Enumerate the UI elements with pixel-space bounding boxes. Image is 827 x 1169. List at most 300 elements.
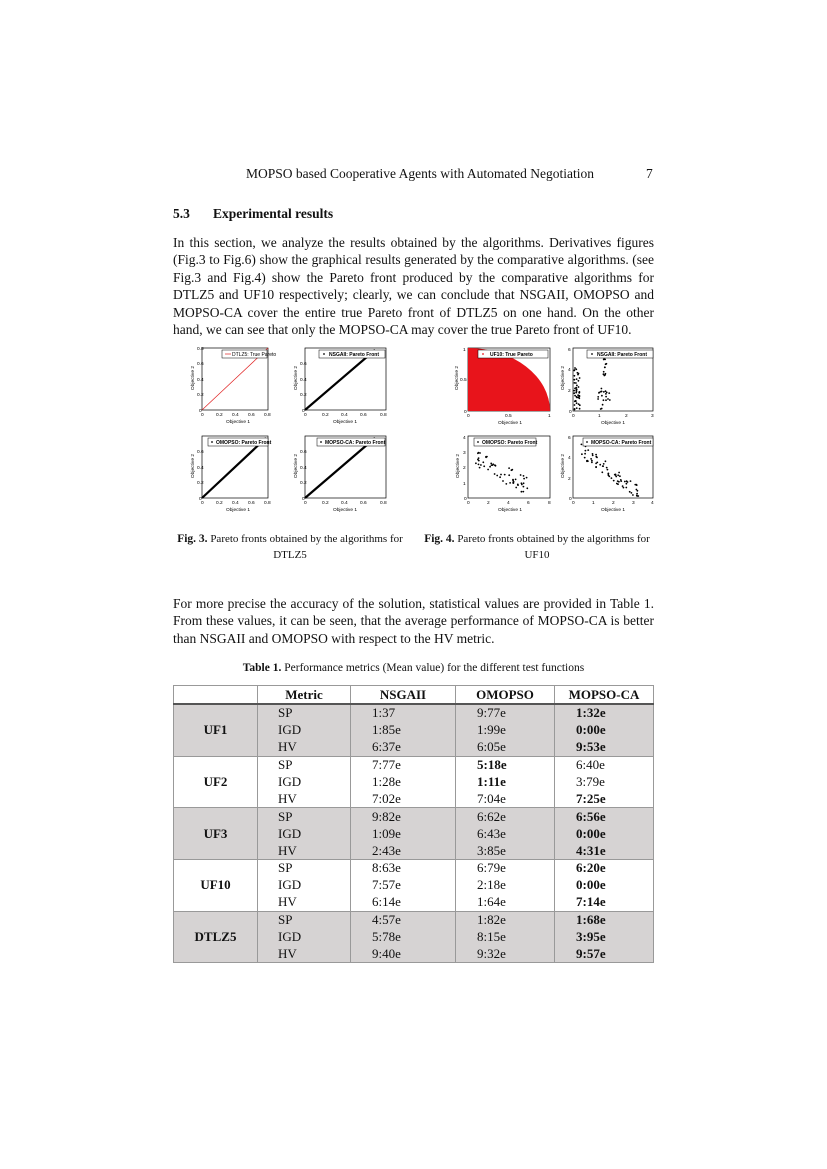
function-name: UF1 xyxy=(174,704,258,756)
metric-value: 0:00e xyxy=(555,877,654,894)
metric-value: 5:78e xyxy=(351,929,456,946)
ytick: 1 xyxy=(463,482,466,487)
metric-value: 9:32e xyxy=(456,945,555,962)
metric-value: 7:14e xyxy=(555,894,654,911)
scatter-point xyxy=(617,483,619,485)
x-axis-label: Objective 1 xyxy=(226,508,250,513)
scatter-point xyxy=(575,368,577,370)
ytick: 0 xyxy=(302,497,305,502)
y-axis-label: Objective 2 xyxy=(561,454,566,478)
scatter-point xyxy=(478,457,480,459)
xtick: 6 xyxy=(527,501,530,506)
scatter-point xyxy=(630,480,632,482)
scatter-point xyxy=(606,467,608,469)
figure-4-caption xyxy=(418,531,656,563)
scatter-point xyxy=(623,487,625,489)
metric-value: 1:32e xyxy=(555,704,654,722)
ytick: 0.6 xyxy=(197,362,204,367)
scatter-point xyxy=(602,465,604,467)
ytick: 0.2 xyxy=(197,393,204,398)
metric-value: 1:37 xyxy=(351,704,456,722)
xtick: 0.8 xyxy=(264,413,271,418)
header-metric: Metric xyxy=(258,686,351,705)
header-omopso: OMOPSO xyxy=(456,686,555,705)
metric-name: IGD xyxy=(258,929,351,946)
metric-value: 1:99e xyxy=(456,722,555,739)
xtick: 1 xyxy=(592,501,595,506)
scatter-point xyxy=(601,391,603,393)
metric-name: IGD xyxy=(258,722,351,739)
ytick: 1 xyxy=(463,348,466,353)
scatter-point xyxy=(523,478,525,480)
figure-3-label: Fig. 3. xyxy=(177,533,208,545)
scatter-point xyxy=(523,482,525,484)
scatter-point xyxy=(619,475,621,477)
metric-value: 6:40e xyxy=(555,756,654,773)
table-row xyxy=(174,911,654,928)
scatter-point xyxy=(605,393,607,395)
xtick: 0 xyxy=(467,414,470,419)
metric-name: IGD xyxy=(258,877,351,894)
metric-value: 7:57e xyxy=(351,877,456,894)
metric-value: 1:11e xyxy=(456,774,555,791)
metric-value: 8:63e xyxy=(351,860,456,877)
scatter-point xyxy=(499,476,501,478)
scatter-point xyxy=(478,452,480,454)
scatter-point xyxy=(620,479,622,481)
scatter-point xyxy=(618,481,620,483)
metric-value: 6:14e xyxy=(351,894,456,911)
fig3-panel-mopso-ca xyxy=(293,436,387,513)
xtick: 0.4 xyxy=(232,413,239,418)
scatter-point xyxy=(601,395,603,397)
scatter-point xyxy=(601,408,603,410)
scatter-point xyxy=(508,474,510,476)
xtick: 0.8 xyxy=(380,501,387,506)
xtick: 2 xyxy=(612,501,615,506)
scatter-point xyxy=(615,476,617,478)
ytick: 4 xyxy=(568,456,571,461)
xtick: 0 xyxy=(201,413,204,418)
scatter-point xyxy=(482,461,484,463)
metric-name: HV xyxy=(258,945,351,962)
scatter-point xyxy=(526,487,528,489)
scatter-point xyxy=(573,392,575,394)
scatter-point xyxy=(502,480,504,482)
scatter-point xyxy=(579,404,581,406)
metric-value: 6:37e xyxy=(351,739,456,756)
table-caption-text: Performance metrics (Mean value) for the different test functions xyxy=(284,662,585,674)
fig3-panel-dtlz5-true xyxy=(190,346,276,425)
section-heading xyxy=(173,206,333,222)
scatter-point xyxy=(587,449,589,451)
ytick: 2 xyxy=(568,389,571,394)
scatter-point xyxy=(574,395,576,397)
metric-value: 7:02e xyxy=(351,790,456,807)
scatter-point xyxy=(485,456,487,458)
legend-label: MOPSO-CA: Pareto Front xyxy=(325,440,386,446)
xtick: 2 xyxy=(625,414,628,419)
scatter-point xyxy=(618,472,620,474)
metric-name: IGD xyxy=(258,774,351,791)
scatter-point xyxy=(576,378,578,380)
scatter-point xyxy=(579,408,581,410)
scatter-point xyxy=(636,484,638,486)
xtick: 0 xyxy=(201,501,204,506)
ytick: 3 xyxy=(463,451,466,456)
scatter-point xyxy=(512,482,514,484)
fig4-panel-omopso xyxy=(455,435,551,513)
metric-value: 5:18e xyxy=(456,756,555,773)
metric-value: 6:20e xyxy=(555,860,654,877)
scatter-point xyxy=(520,474,522,476)
section-number: 5.3 xyxy=(173,206,190,221)
scatter-point xyxy=(573,390,575,392)
paragraph-1: In this section, we analyze the results obtained by the algorithms. Derivatives figures (Fig.3 to Fig.6) show the graphical results generated by the comparative algorithms. (see Fig.3 and Fig.4) show the Pareto front produced by the comparative algorithms for DTLZ5 and UF10 respectively; clearly, we can conclude that NSGAII, OMOPSO and MOPSO-CA cover the entire true Pareto front of DTLZ5 on one hand. On the other hand, we can see that only the MOPSO-CA may cover the true Pareto front of UF10. xyxy=(173,235,654,338)
scatter-point xyxy=(578,397,580,399)
function-name: UF10 xyxy=(174,860,258,912)
scatter-point xyxy=(511,469,513,471)
x-axis-label: Objective 1 xyxy=(333,420,357,425)
scatter-point xyxy=(478,460,480,462)
scatter-point xyxy=(584,453,586,455)
xtick: 0.2 xyxy=(322,413,329,418)
scatter-point xyxy=(603,399,605,401)
metric-name: HV xyxy=(258,842,351,859)
metric-value: 1:82e xyxy=(456,911,555,928)
metric-name: SP xyxy=(258,704,351,722)
metric-value: 7:25e xyxy=(555,790,654,807)
fig3-panel-omopso xyxy=(190,436,272,513)
scatter-point xyxy=(595,463,597,465)
metric-value: 1:68e xyxy=(555,911,654,928)
scatter-point xyxy=(603,391,605,393)
metric-name: SP xyxy=(258,808,351,825)
xtick: 0.6 xyxy=(248,413,255,418)
scatter-point xyxy=(603,373,605,375)
xtick: 2 xyxy=(487,501,490,506)
ytick: 4 xyxy=(463,436,466,441)
xtick: 1 xyxy=(598,414,601,419)
scatter-point xyxy=(595,466,597,468)
scatter-point xyxy=(521,491,523,493)
scatter-point xyxy=(575,400,577,402)
scatter-point xyxy=(573,379,575,381)
scatter-point xyxy=(475,462,477,464)
ytick: 0 xyxy=(199,409,202,414)
table-caption xyxy=(173,662,654,674)
ytick: 0.2 xyxy=(300,393,307,398)
xtick: 1 xyxy=(548,414,551,419)
metric-value: 9:53e xyxy=(555,739,654,756)
x-axis-label: Objective 1 xyxy=(601,508,625,513)
scatter-point xyxy=(605,373,607,375)
fig4-panel-nsgaii xyxy=(560,347,654,426)
xtick: 0 xyxy=(572,501,575,506)
scatter-point xyxy=(591,462,593,464)
scatter-point xyxy=(604,359,606,361)
scatter-point xyxy=(575,392,577,394)
scatter-point xyxy=(490,463,492,465)
ytick: 0 xyxy=(464,410,467,415)
xtick: 8 xyxy=(548,501,551,506)
y-axis-label: Objective 2 xyxy=(191,454,196,478)
metric-value: 7:04e xyxy=(456,790,555,807)
scatter-point xyxy=(601,471,603,473)
page-number: 7 xyxy=(646,166,653,181)
scatter-point xyxy=(576,407,578,409)
scatter-point xyxy=(601,388,603,390)
figure-4-text: Pareto fronts obtained by the algorithms for UF10 xyxy=(457,533,650,561)
scatter-point xyxy=(523,475,525,477)
metric-value: 2:43e xyxy=(351,842,456,859)
scatter-point xyxy=(590,458,592,460)
scatter-point xyxy=(573,370,575,372)
metric-name: HV xyxy=(258,790,351,807)
scatter-point xyxy=(522,491,524,493)
ytick: 0.6 xyxy=(197,450,204,455)
header-nsgaii: NSGAII xyxy=(351,686,456,705)
scatter-point xyxy=(489,466,491,468)
figure-3-caption xyxy=(172,531,408,563)
figure-4 xyxy=(440,340,660,520)
xtick: 4 xyxy=(507,501,510,506)
scatter-point xyxy=(602,404,604,406)
legend-label: OMOPSO: Pareto Front xyxy=(482,440,538,446)
y-axis-label: Objective 2 xyxy=(561,366,566,390)
scatter-point xyxy=(608,474,610,476)
metric-value: 7:77e xyxy=(351,756,456,773)
metric-value: 3:85e xyxy=(456,842,555,859)
scatter-point xyxy=(626,483,628,485)
scatter-point xyxy=(632,494,634,496)
metric-name: SP xyxy=(258,860,351,877)
scatter-point xyxy=(624,481,626,483)
metric-value: 6:43e xyxy=(456,825,555,842)
figure-3 xyxy=(180,340,400,520)
metric-value: 6:05e xyxy=(456,739,555,756)
scatter-point xyxy=(574,408,576,410)
xtick: 0.6 xyxy=(248,501,255,506)
scatter-point xyxy=(597,396,599,398)
xtick: 0.4 xyxy=(341,413,348,418)
legend-label: NSGAII: Pareto Front xyxy=(329,352,380,358)
scatter-point xyxy=(605,460,607,462)
xtick: 0.6 xyxy=(360,501,367,506)
metric-value: 2:18e xyxy=(456,877,555,894)
ytick: 0.4 xyxy=(197,466,204,471)
section-title: Experimental results xyxy=(213,206,334,221)
scatter-point xyxy=(604,367,606,369)
scatter-point xyxy=(608,392,610,394)
header-blank xyxy=(174,686,258,705)
metric-value: 6:79e xyxy=(456,860,555,877)
scatter-point xyxy=(521,482,523,484)
table-body xyxy=(174,704,654,963)
ytick: 0.4 xyxy=(300,466,307,471)
scatter-point xyxy=(599,464,601,466)
metric-value: 9:40e xyxy=(351,945,456,962)
scatter-point xyxy=(496,475,498,477)
scatter-point xyxy=(479,467,481,469)
ytick: 0 xyxy=(302,409,305,414)
scatter-point xyxy=(581,444,583,446)
x-axis-label: Objective 1 xyxy=(498,508,522,513)
ytick: 0.2 xyxy=(300,481,307,486)
ytick: 6 xyxy=(568,436,571,441)
metric-value: 9:77e xyxy=(456,704,555,722)
metric-name: HV xyxy=(258,739,351,756)
xtick: 0 xyxy=(467,501,470,506)
fig4-panel-uf10-true xyxy=(454,347,551,426)
fig3-panel-nsgaii xyxy=(293,348,387,425)
ytick: 6 xyxy=(568,348,571,353)
metric-value: 4:57e xyxy=(351,911,456,928)
xtick: 3 xyxy=(632,501,635,506)
scatter-point xyxy=(595,456,597,458)
metric-value: 1:64e xyxy=(456,894,555,911)
metric-name: HV xyxy=(258,894,351,911)
scatter-point xyxy=(584,457,586,459)
scatter-point xyxy=(605,363,607,365)
xtick: 0 xyxy=(304,501,307,506)
scatter-point xyxy=(504,474,506,476)
metric-value: 9:82e xyxy=(351,808,456,825)
metric-name: SP xyxy=(258,756,351,773)
y-axis-label: Objective 2 xyxy=(294,366,299,390)
x-axis-label: Objective 1 xyxy=(498,421,522,426)
scatter-point xyxy=(492,463,494,465)
table-row xyxy=(174,704,654,722)
metric-value: 4:31e xyxy=(555,842,654,859)
function-name: DTLZ5 xyxy=(174,911,258,963)
scatter-point xyxy=(574,382,576,384)
xtick: 0.2 xyxy=(322,501,329,506)
scatter-point xyxy=(609,399,611,401)
scatter-point xyxy=(576,389,578,391)
scatter-point xyxy=(631,492,633,494)
scatter-point xyxy=(509,482,511,484)
scatter-point xyxy=(515,479,517,481)
scatter-point xyxy=(578,373,580,375)
scatter-point xyxy=(578,380,580,382)
scatter-point xyxy=(478,464,480,466)
scatter-point xyxy=(574,367,576,369)
scatter-point xyxy=(523,486,525,488)
legend-label: MOPSO-CA: Pareto Front xyxy=(591,440,652,446)
xtick: 0 xyxy=(304,413,307,418)
ytick: 0.5 xyxy=(460,378,467,383)
metric-name: IGD xyxy=(258,825,351,842)
scatter-point xyxy=(637,490,639,492)
paragraph-2: For more precise the accuracy of the solution, statistical values are provided in Table 1. From these values, it can be seen, that the average performance of MOPSO-CA is better than NSGAII and OMOPSO with respect to the HV metric. xyxy=(173,596,654,646)
function-name: UF2 xyxy=(174,756,258,808)
scatter-point xyxy=(592,455,594,457)
x-axis-label: Objective 1 xyxy=(601,421,625,426)
figure-3-text: Pareto fronts obtained by the algorithms for DTLZ5 xyxy=(210,533,403,561)
ytick: 0.8 xyxy=(197,347,204,352)
ytick: 0 xyxy=(569,410,572,415)
xtick: 0.8 xyxy=(264,501,271,506)
metric-value: 6:62e xyxy=(456,808,555,825)
xtick: 0.4 xyxy=(341,501,348,506)
metric-value: 1:09e xyxy=(351,825,456,842)
scatter-point xyxy=(625,487,627,489)
scatter-point xyxy=(599,392,601,394)
function-name: UF3 xyxy=(174,808,258,860)
ytick: 0 xyxy=(199,497,202,502)
scatter-point xyxy=(595,454,597,456)
scatter-point xyxy=(636,493,638,495)
fig4-panel-mopso-ca xyxy=(560,435,654,513)
xtick: 0.2 xyxy=(216,413,223,418)
xtick: 0.2 xyxy=(216,501,223,506)
metric-value: 6:56e xyxy=(555,808,654,825)
xtick: 0.4 xyxy=(232,501,239,506)
metric-name: SP xyxy=(258,911,351,928)
y-axis-label: Objective 2 xyxy=(294,454,299,478)
ytick: 2 xyxy=(568,477,571,482)
scatter-point xyxy=(607,469,609,471)
running-title: MOPSO based Cooperative Agents with Automated Negotiation xyxy=(246,166,594,181)
scatter-point xyxy=(517,484,519,486)
scatter-point xyxy=(605,390,607,392)
scatter-point xyxy=(617,474,619,476)
table-row xyxy=(174,756,654,773)
scatter-point xyxy=(505,483,507,485)
xtick: 3 xyxy=(651,414,654,419)
scatter-point xyxy=(611,477,613,479)
scatter-point xyxy=(581,453,583,455)
scatter-point xyxy=(603,371,605,373)
scatter-point xyxy=(636,495,638,497)
metric-value: 8:15e xyxy=(456,929,555,946)
scatter-point xyxy=(579,377,581,379)
ytick: 0 xyxy=(569,497,572,502)
xtick: 4 xyxy=(651,501,654,506)
x-axis-label: Objective 1 xyxy=(226,420,250,425)
scatter-point xyxy=(579,396,581,398)
scatter-point xyxy=(578,386,580,388)
metric-value: 0:00e xyxy=(555,825,654,842)
scatter-point xyxy=(494,473,496,475)
scatter-point xyxy=(480,464,482,466)
xtick: 0.5 xyxy=(505,414,512,419)
scatter-point xyxy=(603,463,605,465)
scatter-point xyxy=(500,474,502,476)
scatter-point xyxy=(579,391,581,393)
metric-value: 1:85e xyxy=(351,722,456,739)
metric-value: 3:95e xyxy=(555,929,654,946)
scatter-point xyxy=(576,385,578,387)
table-label: Table 1. xyxy=(242,662,282,674)
table-row xyxy=(174,860,654,877)
metric-value: 0:00e xyxy=(555,722,654,739)
scatter-point xyxy=(597,398,599,400)
ytick: 0.2 xyxy=(197,481,204,486)
scatter-point xyxy=(487,469,489,471)
y-axis-label: Objective 2 xyxy=(455,366,460,390)
scatter-point xyxy=(574,404,576,406)
scatter-point xyxy=(591,460,593,462)
scatter-point xyxy=(608,473,610,475)
xtick: 0 xyxy=(572,414,575,419)
table-header-row xyxy=(174,686,654,705)
table-row xyxy=(174,808,654,825)
x-axis-label: Objective 1 xyxy=(333,508,357,513)
legend-label: NSGAII: Pareto Front xyxy=(597,352,648,358)
performance-table xyxy=(173,685,654,963)
